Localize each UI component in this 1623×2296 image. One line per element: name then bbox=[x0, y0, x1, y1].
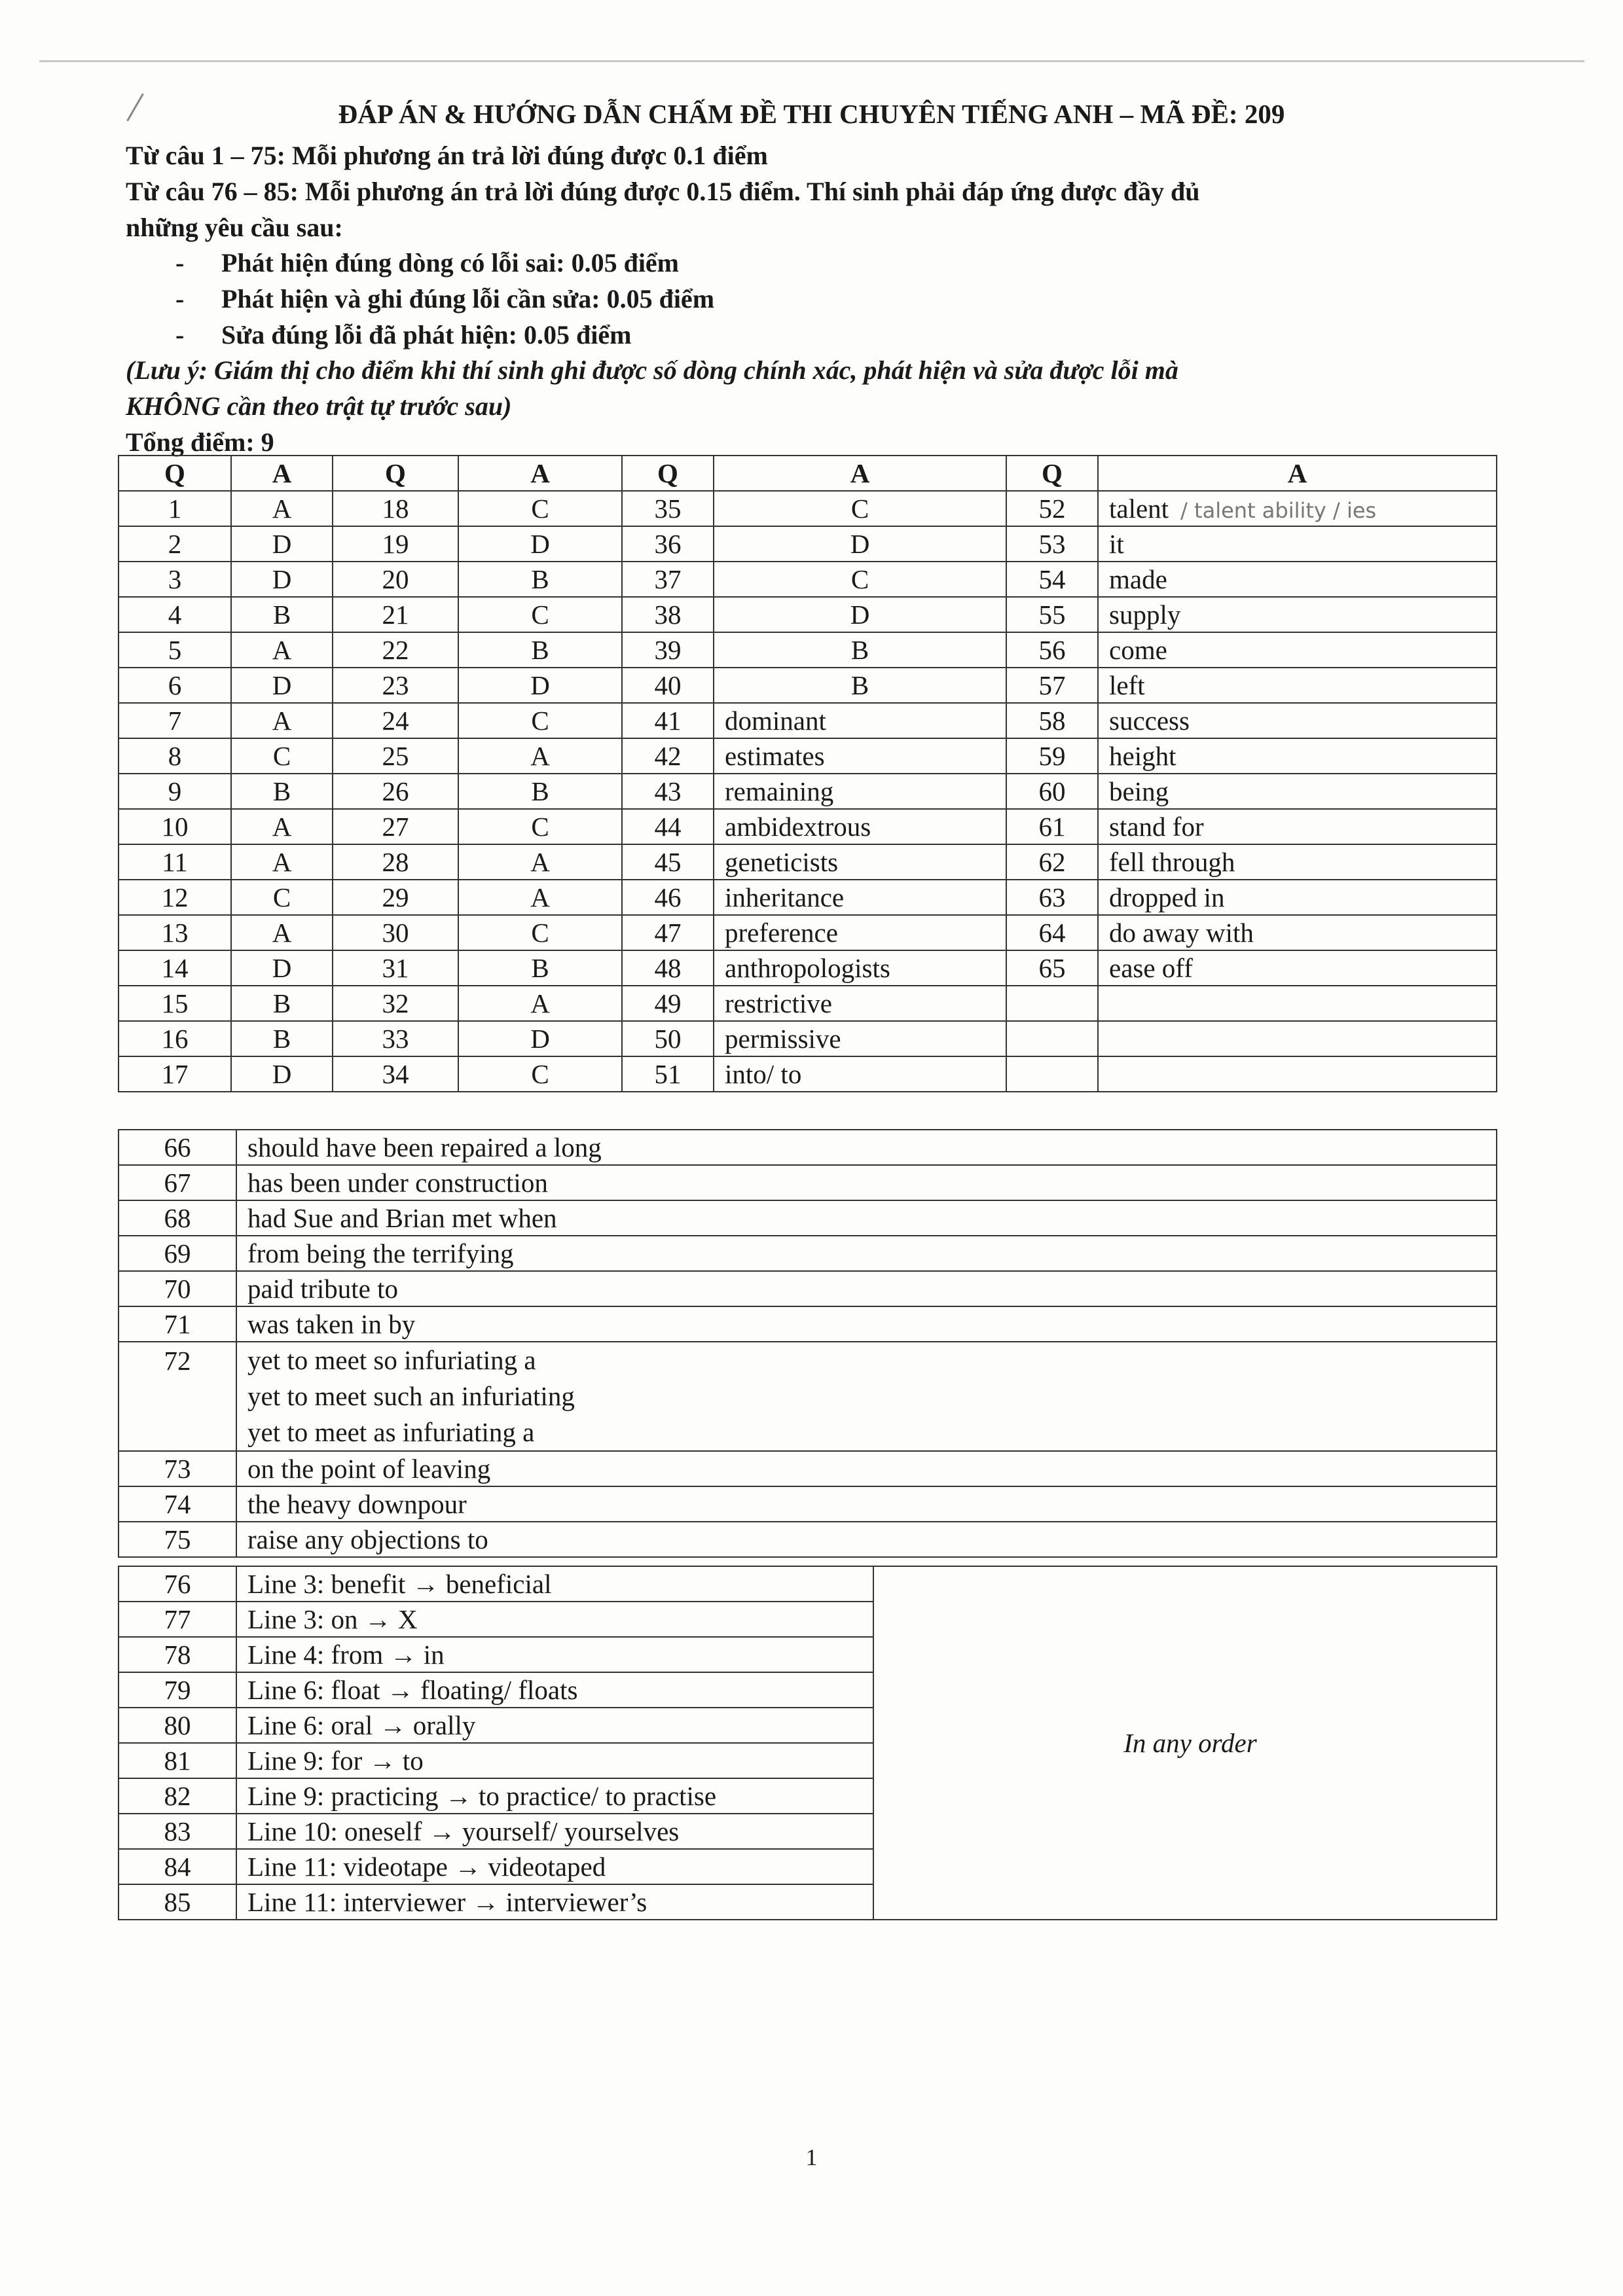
answer-cell: B bbox=[714, 632, 1006, 668]
answer-cell: restrictive bbox=[714, 986, 1006, 1021]
question-number: 47 bbox=[622, 915, 714, 950]
table-row bbox=[119, 562, 1497, 597]
answer-cell: success bbox=[1098, 703, 1497, 738]
answer-cell: was taken in by bbox=[236, 1306, 1497, 1342]
table-row bbox=[119, 1271, 1497, 1306]
header-a: A bbox=[714, 456, 1006, 491]
total-score: Tổng điểm: 9 bbox=[126, 427, 274, 457]
table-row bbox=[119, 915, 1497, 950]
answer-cell: D bbox=[231, 1056, 333, 1092]
answer-cell: come bbox=[1098, 632, 1497, 668]
question-number: 73 bbox=[119, 1451, 236, 1486]
answer-cell: C bbox=[458, 703, 622, 738]
answer-cell: Line 9: for → to bbox=[236, 1743, 873, 1778]
answer-cell: it bbox=[1098, 526, 1497, 562]
question-number: 13 bbox=[119, 915, 231, 950]
question-number: 4 bbox=[119, 597, 231, 632]
empty-cell bbox=[1098, 1021, 1497, 1056]
rule-2-line-2: những yêu cầu sau: bbox=[126, 213, 343, 242]
answer-cell bbox=[236, 1342, 1497, 1451]
answer-cell: on the point of leaving bbox=[236, 1451, 1497, 1486]
question-number: 22 bbox=[333, 632, 458, 668]
answer-cell: into/ to bbox=[714, 1056, 1006, 1092]
question-number: 59 bbox=[1006, 738, 1098, 774]
question-number: 31 bbox=[333, 950, 458, 986]
page-number: 1 bbox=[805, 2144, 818, 2170]
answer-cell: fell through bbox=[1098, 844, 1497, 880]
bullet-dash: - bbox=[175, 248, 185, 278]
answer-cell: D bbox=[714, 526, 1006, 562]
question-number: 72 bbox=[119, 1342, 236, 1451]
question-number: 15 bbox=[119, 986, 231, 1021]
table-row bbox=[119, 844, 1497, 880]
question-number: 64 bbox=[1006, 915, 1098, 950]
question-number: 14 bbox=[119, 950, 231, 986]
question-number: 50 bbox=[622, 1021, 714, 1056]
rule-1: Từ câu 1 – 75: Mỗi phương án trả lời đúng được 0.1 điểm bbox=[126, 141, 768, 170]
header-q: Q bbox=[1006, 456, 1098, 491]
table-row bbox=[119, 950, 1497, 986]
answer-cell: left bbox=[1098, 668, 1497, 703]
question-number: 55 bbox=[1006, 597, 1098, 632]
answer-cell: A bbox=[458, 844, 622, 880]
question-number: 76 bbox=[119, 1566, 236, 1602]
question-number: 7 bbox=[119, 703, 231, 738]
question-number: 38 bbox=[622, 597, 714, 632]
question-number: 23 bbox=[333, 668, 458, 703]
question-number: 21 bbox=[333, 597, 458, 632]
answer-cell: C bbox=[714, 491, 1006, 526]
answer-cell: B bbox=[458, 562, 622, 597]
table-row bbox=[119, 1486, 1497, 1522]
note-line-2: KHÔNG cần theo trật tự trước sau) bbox=[126, 391, 512, 421]
header-a: A bbox=[231, 456, 333, 491]
question-number: 10 bbox=[119, 809, 231, 844]
answer-cell: supply bbox=[1098, 597, 1497, 632]
question-number: 70 bbox=[119, 1271, 236, 1306]
answer-cell: C bbox=[458, 1056, 622, 1092]
answer-cell: estimates bbox=[714, 738, 1006, 774]
question-number: 67 bbox=[119, 1165, 236, 1200]
question-number: 44 bbox=[622, 809, 714, 844]
table-row bbox=[119, 632, 1497, 668]
answer-cell: Line 6: oral → orally bbox=[236, 1708, 873, 1743]
question-number: 80 bbox=[119, 1708, 236, 1743]
answer-cell: C bbox=[231, 738, 333, 774]
answer-cell: dropped in bbox=[1098, 880, 1497, 915]
empty-cell bbox=[1006, 1056, 1098, 1092]
question-number: 9 bbox=[119, 774, 231, 809]
question-number: 35 bbox=[622, 491, 714, 526]
answer-cell: paid tribute to bbox=[236, 1271, 1497, 1306]
question-number: 32 bbox=[333, 986, 458, 1021]
note-line-1: (Lưu ý: Giám thị cho điểm khi thí sinh ghi được số dòng chính xác, phát hiện và sửa được lỗi mà bbox=[126, 355, 1178, 385]
bullet-dash: - bbox=[175, 284, 185, 314]
answer-option: yet to meet such an infuriating bbox=[247, 1381, 575, 1411]
bullet-2: Phát hiện và ghi đúng lỗi cần sửa: 0.05 điểm bbox=[221, 284, 715, 314]
table-row bbox=[119, 738, 1497, 774]
answer-cell: C bbox=[714, 562, 1006, 597]
answer-cell: D bbox=[231, 668, 333, 703]
question-number: 19 bbox=[333, 526, 458, 562]
answer-cell: Line 3: benefit → beneficial bbox=[236, 1566, 873, 1602]
rule-2-line-1: Từ câu 76 – 85: Mỗi phương án trả lời đúng được 0.15 điểm. Thí sinh phải đáp ứng được đầy đủ bbox=[126, 177, 1200, 206]
answer-cell: C bbox=[458, 915, 622, 950]
question-number: 41 bbox=[622, 703, 714, 738]
question-number: 17 bbox=[119, 1056, 231, 1092]
answer-cell: had Sue and Brian met when bbox=[236, 1200, 1497, 1236]
table-row bbox=[119, 1306, 1497, 1342]
answer-cell: B bbox=[231, 986, 333, 1021]
answer-cell: Line 4: from → in bbox=[236, 1637, 873, 1672]
question-number: 53 bbox=[1006, 526, 1098, 562]
answer-table bbox=[118, 455, 1497, 1092]
order-note: In any order bbox=[873, 1566, 1497, 1920]
scan-top-line bbox=[39, 60, 1584, 62]
question-number: 6 bbox=[119, 668, 231, 703]
answer-cell: A bbox=[231, 809, 333, 844]
question-number: 25 bbox=[333, 738, 458, 774]
question-number: 48 bbox=[622, 950, 714, 986]
header-q: Q bbox=[119, 456, 231, 491]
table-row bbox=[119, 774, 1497, 809]
table-row bbox=[119, 1451, 1497, 1486]
question-number: 61 bbox=[1006, 809, 1098, 844]
answer-cell: B bbox=[231, 1021, 333, 1056]
answer-cell: remaining bbox=[714, 774, 1006, 809]
answer-cell: permissive bbox=[714, 1021, 1006, 1056]
answer-option: yet to meet as infuriating a bbox=[247, 1417, 535, 1447]
table-row bbox=[119, 1236, 1497, 1271]
question-number: 34 bbox=[333, 1056, 458, 1092]
answer-cell: inheritance bbox=[714, 880, 1006, 915]
answer-cell: raise any objections to bbox=[236, 1522, 1497, 1557]
answer-cell: A bbox=[458, 738, 622, 774]
question-number: 8 bbox=[119, 738, 231, 774]
answer-cell: A bbox=[231, 915, 333, 950]
question-number: 66 bbox=[119, 1130, 236, 1165]
answer-cell: the heavy downpour bbox=[236, 1486, 1497, 1522]
answer-option: yet to meet so infuriating a bbox=[247, 1345, 536, 1375]
question-number: 5 bbox=[119, 632, 231, 668]
answer-cell: Line 10: oneself → yourself/ yourselves bbox=[236, 1814, 873, 1849]
answer-cell: Line 6: float → floating/ floats bbox=[236, 1672, 873, 1708]
question-number: 58 bbox=[1006, 703, 1098, 738]
question-number: 42 bbox=[622, 738, 714, 774]
page-title: ĐÁP ÁN & HƯỚNG DẪN CHẤM ĐỀ THI CHUYÊN TIẾNG ANH – MÃ ĐỀ: 209 bbox=[338, 99, 1285, 129]
question-number: 71 bbox=[119, 1306, 236, 1342]
question-number: 56 bbox=[1006, 632, 1098, 668]
question-number: 43 bbox=[622, 774, 714, 809]
empty-cell bbox=[1098, 986, 1497, 1021]
answer-cell: preference bbox=[714, 915, 1006, 950]
question-number: 29 bbox=[333, 880, 458, 915]
answer-cell: A bbox=[231, 844, 333, 880]
table-row bbox=[119, 526, 1497, 562]
header-q: Q bbox=[622, 456, 714, 491]
answer-cell: D bbox=[231, 950, 333, 986]
question-number: 3 bbox=[119, 562, 231, 597]
question-number: 65 bbox=[1006, 950, 1098, 986]
question-number: 83 bbox=[119, 1814, 236, 1849]
table-row bbox=[119, 1021, 1497, 1056]
table-row bbox=[119, 668, 1497, 703]
question-number: 57 bbox=[1006, 668, 1098, 703]
answer-cell: A bbox=[231, 703, 333, 738]
table-row bbox=[119, 1342, 1497, 1451]
answer-cell: Line 3: on → X bbox=[236, 1602, 873, 1637]
table-row bbox=[119, 1165, 1497, 1200]
question-number: 63 bbox=[1006, 880, 1098, 915]
answer-cell: B bbox=[714, 668, 1006, 703]
table-row bbox=[119, 986, 1497, 1021]
answer-cell: being bbox=[1098, 774, 1497, 809]
table-row bbox=[119, 703, 1497, 738]
question-number: 75 bbox=[119, 1522, 236, 1557]
question-number: 26 bbox=[333, 774, 458, 809]
answer-cell: A bbox=[231, 632, 333, 668]
answer-cell: from being the terrifying bbox=[236, 1236, 1497, 1271]
answer-cell: anthropologists bbox=[714, 950, 1006, 986]
question-number: 37 bbox=[622, 562, 714, 597]
answer-cell: made bbox=[1098, 562, 1497, 597]
answer-cell: A bbox=[458, 880, 622, 915]
question-number: 11 bbox=[119, 844, 231, 880]
question-number: 30 bbox=[333, 915, 458, 950]
table-row bbox=[119, 880, 1497, 915]
question-number: 12 bbox=[119, 880, 231, 915]
question-number: 77 bbox=[119, 1602, 236, 1637]
question-number: 24 bbox=[333, 703, 458, 738]
answer-cell: Line 11: videotape → videotaped bbox=[236, 1849, 873, 1884]
answer-cell: stand for bbox=[1098, 809, 1497, 844]
question-number: 81 bbox=[119, 1743, 236, 1778]
answer-cell: do away with bbox=[1098, 915, 1497, 950]
answer-cell: dominant bbox=[714, 703, 1006, 738]
question-number: 1 bbox=[119, 491, 231, 526]
header-a: A bbox=[1098, 456, 1497, 491]
table-row bbox=[119, 1056, 1497, 1092]
question-number: 82 bbox=[119, 1778, 236, 1814]
question-number: 54 bbox=[1006, 562, 1098, 597]
question-number: 18 bbox=[333, 491, 458, 526]
answer-cell: D bbox=[458, 526, 622, 562]
question-number: 69 bbox=[119, 1236, 236, 1271]
answer-cell: C bbox=[231, 880, 333, 915]
question-number: 39 bbox=[622, 632, 714, 668]
answer-cell: D bbox=[458, 1021, 622, 1056]
answer-cell: B bbox=[458, 632, 622, 668]
answer-cell bbox=[1098, 491, 1497, 526]
error-table bbox=[118, 1566, 1497, 1920]
question-number: 85 bbox=[119, 1884, 236, 1920]
question-number: 36 bbox=[622, 526, 714, 562]
question-number: 74 bbox=[119, 1486, 236, 1522]
answer-cell: should have been repaired a long bbox=[236, 1130, 1497, 1165]
answer-cell: has been under construction bbox=[236, 1165, 1497, 1200]
question-number: 62 bbox=[1006, 844, 1098, 880]
question-number: 28 bbox=[333, 844, 458, 880]
question-number: 52 bbox=[1006, 491, 1098, 526]
answer-cell: Line 11: interviewer → interviewer’s bbox=[236, 1884, 873, 1920]
question-number: 16 bbox=[119, 1021, 231, 1056]
question-number: 40 bbox=[622, 668, 714, 703]
question-number: 20 bbox=[333, 562, 458, 597]
table-row bbox=[119, 1130, 1497, 1165]
table-header-row bbox=[119, 456, 1497, 491]
answer-cell: geneticists bbox=[714, 844, 1006, 880]
answer-cell: ambidextrous bbox=[714, 809, 1006, 844]
answer-cell: C bbox=[458, 491, 622, 526]
question-number: 49 bbox=[622, 986, 714, 1021]
rewrite-table bbox=[118, 1129, 1497, 1558]
answer-text: talent bbox=[1109, 493, 1169, 524]
question-number: 84 bbox=[119, 1849, 236, 1884]
answer-cell: C bbox=[458, 809, 622, 844]
answer-cell: height bbox=[1098, 738, 1497, 774]
answer-cell: A bbox=[231, 491, 333, 526]
answer-cell: B bbox=[231, 597, 333, 632]
question-number: 46 bbox=[622, 880, 714, 915]
answer-cell: D bbox=[231, 562, 333, 597]
bullet-1: Phát hiện đúng dòng có lỗi sai: 0.05 điểm bbox=[221, 248, 680, 278]
question-number: 60 bbox=[1006, 774, 1098, 809]
table-row bbox=[119, 1522, 1497, 1557]
answer-cell: D bbox=[231, 526, 333, 562]
empty-cell bbox=[1006, 1021, 1098, 1056]
answer-cell: A bbox=[458, 986, 622, 1021]
question-number: 68 bbox=[119, 1200, 236, 1236]
answer-cell: B bbox=[458, 774, 622, 809]
question-number: 33 bbox=[333, 1021, 458, 1056]
answer-cell: C bbox=[458, 597, 622, 632]
question-number: 27 bbox=[333, 809, 458, 844]
answer-cell: D bbox=[714, 597, 1006, 632]
empty-cell bbox=[1006, 986, 1098, 1021]
table-row bbox=[119, 809, 1497, 844]
question-number: 79 bbox=[119, 1672, 236, 1708]
bullet-dash: - bbox=[175, 320, 185, 350]
table-row bbox=[119, 597, 1497, 632]
empty-cell bbox=[1098, 1056, 1497, 1092]
question-number: 2 bbox=[119, 526, 231, 562]
table-row bbox=[119, 491, 1497, 526]
answer-cell: B bbox=[231, 774, 333, 809]
bullet-3: Sửa đúng lỗi đã phát hiện: 0.05 điểm bbox=[221, 320, 632, 350]
answer-cell: B bbox=[458, 950, 622, 986]
question-number: 45 bbox=[622, 844, 714, 880]
header-q: Q bbox=[333, 456, 458, 491]
header-a: A bbox=[458, 456, 622, 491]
handwritten-note: / talent ability / ies bbox=[1180, 498, 1377, 523]
answer-cell: Line 9: practicing → to practice/ to practise bbox=[236, 1778, 873, 1814]
answer-cell: ease off bbox=[1098, 950, 1497, 986]
table-row bbox=[119, 1566, 1497, 1602]
answer-cell: D bbox=[458, 668, 622, 703]
question-number: 51 bbox=[622, 1056, 714, 1092]
table-row bbox=[119, 1200, 1497, 1236]
question-number: 78 bbox=[119, 1637, 236, 1672]
